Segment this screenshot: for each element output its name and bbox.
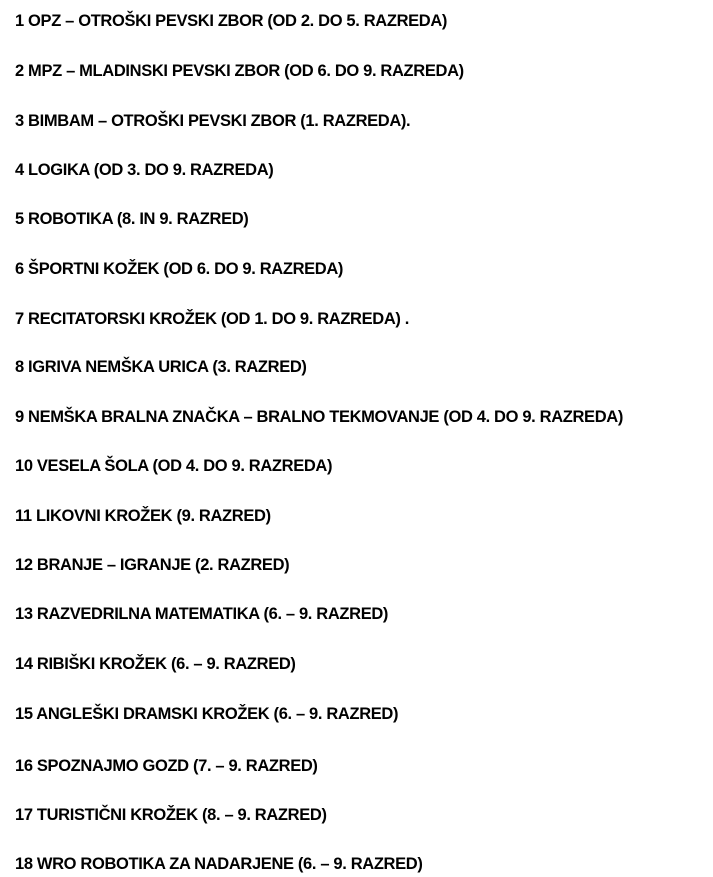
activity-item: 11 LIKOVNI KROŽEK (9. RAZRED): [15, 507, 271, 525]
activity-item: 18 WRO ROBOTIKA ZA NADARJENE (6. – 9. RAZRED): [15, 855, 423, 873]
activity-item: 2 MPZ – MLADINSKI PEVSKI ZBOR (OD 6. DO 9. RAZREDA): [15, 62, 464, 80]
activity-item: 16 SPOZNAJMO GOZD (7. – 9. RAZRED): [15, 757, 318, 775]
activity-item: 10 VESELA ŠOLA (OD 4. DO 9. RAZREDA): [15, 457, 333, 475]
activity-item: 7 RECITATORSKI KROŽEK (OD 1. DO 9. RAZREDA) .: [15, 310, 410, 328]
activity-item: 6 ŠPORTNI KOŽEK (OD 6. DO 9. RAZREDA): [15, 260, 344, 278]
activity-item: 17 TURISTIČNI KROŽEK (8. – 9. RAZRED): [15, 806, 327, 824]
activity-item: 9 NEMŠKA BRALNA ZNAČKA – BRALNO TEKMOVANJE (OD 4. DO 9. RAZREDA): [15, 408, 623, 426]
activity-item: 8 IGRIVA NEMŠKA URICA (3. RAZRED): [15, 358, 307, 376]
activity-item: 1 OPZ – OTROŠKI PEVSKI ZBOR (OD 2. DO 5. RAZREDA): [15, 12, 448, 30]
activity-item: 3 BIMBAM – OTROŠKI PEVSKI ZBOR (1. RAZREDA).: [15, 112, 411, 130]
activity-item: 12 BRANJE – IGRANJE (2. RAZRED): [15, 556, 290, 574]
activity-item: 13 RAZVEDRILNA MATEMATIKA (6. – 9. RAZRED): [15, 605, 389, 623]
activity-item: 14 RIBIŠKI KROŽEK (6. – 9. RAZRED): [15, 655, 296, 673]
activity-item: 15 ANGLEŠKI DRAMSKI KROŽEK (6. – 9. RAZRED): [15, 705, 399, 723]
activity-item: 4 LOGIKA (OD 3. DO 9. RAZREDA): [15, 161, 274, 179]
activity-item: 5 ROBOTIKA (8. IN 9. RAZRED): [15, 210, 249, 228]
